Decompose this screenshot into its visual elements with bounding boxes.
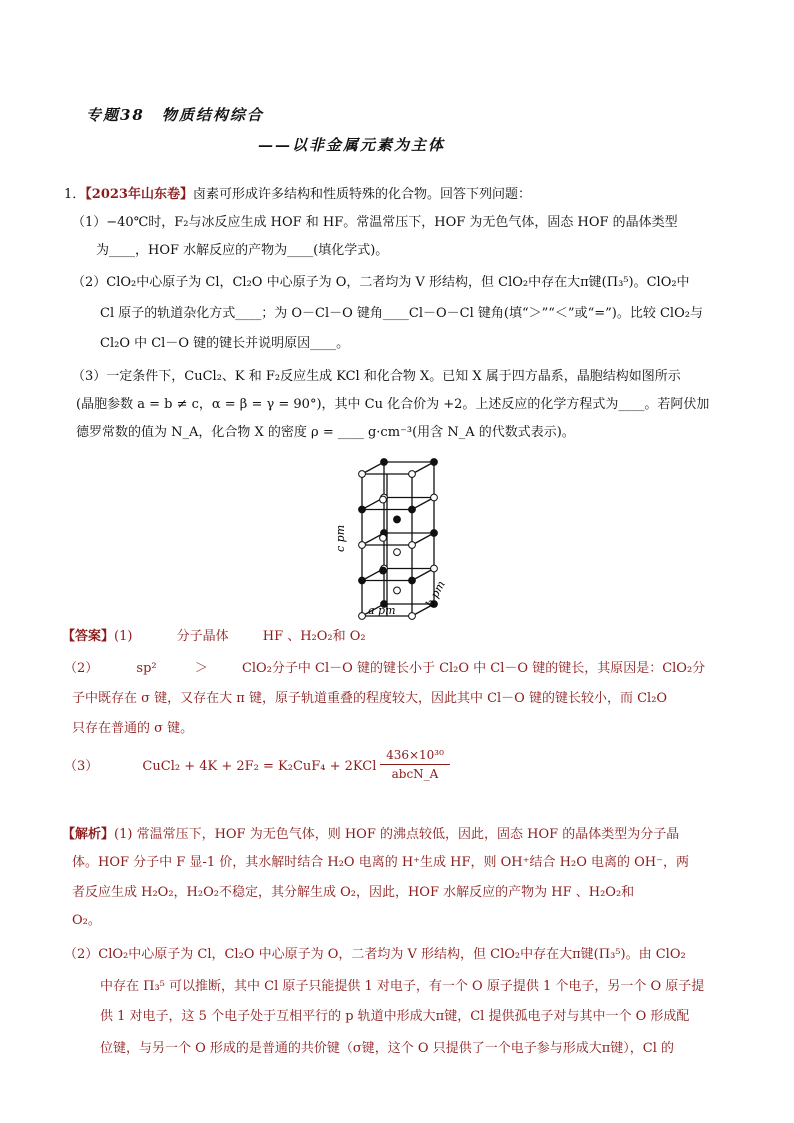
question-source: 【2023年山东卷】 <box>85 187 193 202</box>
analysis-line6: 中存在 Π₃⁵ 可以推断，其中 Cl 原子只能提供 1 对电子，有一个 O 原子提供 1 个电子，另一个 O 原子提 <box>100 979 705 994</box>
atom-open <box>431 565 438 572</box>
atom-open <box>431 494 438 501</box>
page-title: 专题38 物质结构综合 <box>86 106 264 124</box>
atom-filled <box>359 577 366 584</box>
cell-atoms <box>359 459 438 620</box>
atom-open <box>394 587 401 594</box>
fraction-numerator: 436×10³⁰ <box>386 748 444 762</box>
answer2-number: （2） <box>64 661 99 676</box>
atom-filled <box>381 459 388 466</box>
answer2-hybrid: sp² <box>136 661 157 676</box>
part2-line2: Cl 原子的轨道杂化方式____；为 O－Cl－O 键角____Cl－O－Cl 键角(填“＞”“＜”或“=”)。比较 ClO₂与 <box>100 306 703 321</box>
page-subtitle: ——以非金属元素为主体 <box>258 136 446 154</box>
answer3-density-fraction <box>380 748 450 781</box>
atom-open <box>409 542 416 549</box>
answer1-part1: 分子晶体 <box>176 629 229 644</box>
analysis-line7: 供 1 对电子，这 5 个电子处于互相平行的 p 轨道中形成大π键，Cl 提供孤电子对与其中一个 O 形成配 <box>100 1009 690 1024</box>
atom-filled <box>380 567 387 574</box>
atom-open <box>359 542 366 549</box>
answer-tag: 【答案】 <box>62 629 115 644</box>
crystal-cell-figure <box>334 448 460 620</box>
answer2-line1 <box>64 660 705 678</box>
analysis-text1: (1) 常温常压下，HOF 为无色气体，则 HOF 的沸点较低，因此，固态 HOF 的晶体类型为分子晶 <box>114 827 680 842</box>
part2-line3: Cl₂O 中 Cl－O 键的键长并说明原因____。 <box>100 336 350 351</box>
answer1-part2: HF 、H₂O₂和 O₂ <box>262 629 366 644</box>
atom-filled <box>409 577 416 584</box>
answer2-compare: ＞ <box>194 661 208 676</box>
fraction-bar <box>380 764 450 765</box>
axis-label-c: c pm <box>334 524 347 552</box>
part3-line2: (晶胞参数 a = b ≠ c，α = β = γ = 90°)，其中 Cu 化合价为 +2。上述反应的化学方程式为____。若阿伏加 <box>76 397 710 412</box>
question-stem-line <box>64 186 531 204</box>
atom-open <box>380 496 387 503</box>
atom-open <box>359 613 366 620</box>
atom-open <box>380 535 387 542</box>
answer-line1 <box>62 628 366 646</box>
atom-filled <box>394 516 401 523</box>
answer3-equation: CuCl₂ + 4K + 2F₂ = K₂CuF₄ + 2KCl <box>142 759 377 774</box>
atom-filled <box>431 459 438 466</box>
answer3-number: （3） <box>64 759 99 774</box>
analysis-line8: 位键，与另一个 O 形成的是普通的共价键（σ键，这个 O 只提供了一个电子参与形成大π键），Cl 的 <box>100 1041 675 1056</box>
analysis-line3: 者反应生成 H₂O₂，H₂O₂不稳定，其分解生成 O₂，因此，HOF 水解反应的产物为 HF 、H₂O₂和 <box>72 885 635 900</box>
atom-open <box>359 471 366 478</box>
analysis-line5: （2）ClO₂中心原子为 Cl，Cl₂O 中心原子为 O，二者均为 V 形结构，但 ClO₂中存在大π键(Π₃⁵)。由 ClO₂ <box>64 947 686 962</box>
analysis-line4: O₂。 <box>72 913 101 928</box>
part3-line1: （3）一定条件下，CuCl₂、K 和 F₂反应生成 KCl 和化合物 X。已知 X 属于四方晶系，晶胞结构如图所示 <box>72 369 681 384</box>
axis-label-a: a pm <box>368 604 396 617</box>
answer2-line3: 只存在普通的 σ 键。 <box>72 721 194 736</box>
answer2-line2: 子中既存在 σ 键，又存在大 π 键，原子轨道重叠的程度较大，因此其中 Cl－O 键的键长较小，而 Cl₂O <box>72 691 668 706</box>
analysis-tag: 【解析】 <box>62 827 115 842</box>
part3-line3: 德罗常数的值为 N_A，化合物 X 的密度 ρ = ____ g·cm⁻³(用含 N_A 的代数式表示)。 <box>76 425 575 440</box>
answer3-line <box>64 758 376 776</box>
fraction-denominator: abcN_A <box>391 767 439 781</box>
axis-label-b: b pm <box>423 578 448 610</box>
part2-line1: （2）ClO₂中心原子为 Cl，Cl₂O 中心原子为 O，二者均为 V 形结构，但 ClO₂中存在大π键(Π₃⁵)。ClO₂中 <box>72 275 690 290</box>
atom-filled <box>359 506 366 513</box>
answer2-text1: ClO₂分子中 Cl－O 键的键长小于 Cl₂O 中 Cl－O 键的键长，其原因是：ClO₂分 <box>241 661 706 676</box>
question-stem: 卤素可形成许多结构和性质特殊的化合物。回答下列问题： <box>192 187 531 202</box>
part1-line1: （1）−40℃时，F₂与冰反应生成 HOF 和 HF。常温常压下，HOF 为无色气体，固态 HOF 的晶体类型 <box>72 215 678 230</box>
analysis-line1 <box>62 826 679 844</box>
question-number: 1． <box>64 187 86 202</box>
atom-filled <box>431 530 438 537</box>
atom-filled <box>409 506 416 513</box>
atom-open <box>394 549 401 556</box>
part1-line2: 为____，HOF 水解反应的产物为____(填化学式)。 <box>96 243 389 258</box>
atom-open <box>409 613 416 620</box>
answer1-number: (1) <box>114 629 133 644</box>
atom-open <box>409 471 416 478</box>
analysis-line2: 体。HOF 分子中 F 显-1 价，其水解时结合 H₂O 电离的 H⁺生成 HF，则 OH⁺结合 H₂O 电离的 OH⁻，两 <box>72 855 689 870</box>
